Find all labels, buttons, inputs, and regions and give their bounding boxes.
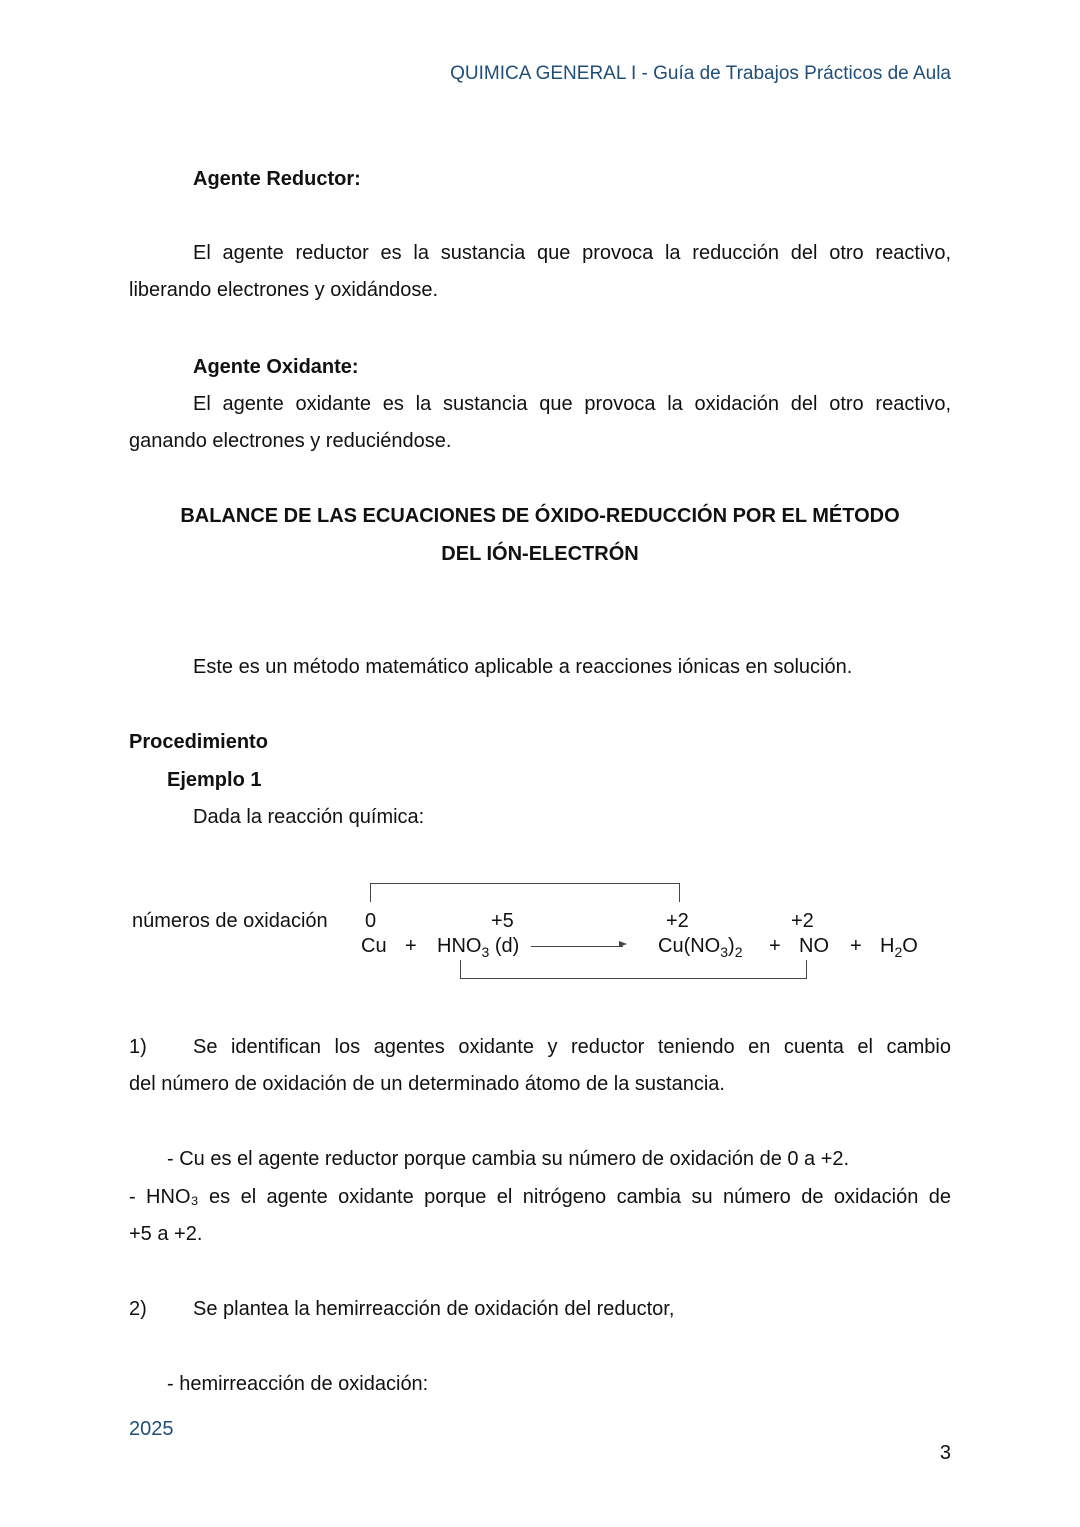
reduction-bracket-bottom <box>460 978 807 979</box>
reductor-heading: Agente Reductor: <box>193 168 361 190</box>
ox-number-cu: 0 <box>365 910 377 932</box>
species-h2o: $H_2O$ <box>880 935 918 960</box>
reaction-arrow-line <box>531 946 623 947</box>
page-header: QUIMICA GENERAL I - Guía de Trabajos Prácticos de Aula <box>450 63 951 84</box>
species-cuno32: $Cu(NO_3)_2$ <box>658 935 743 960</box>
step2-number: 2) <box>129 1298 147 1320</box>
reductor-paragraph: El agente reductor es la sustancia que provoca la reducción del otro reactivo, liberando electrones y oxidándose. <box>129 242 951 301</box>
species-cu: Cu <box>361 935 387 957</box>
step1-text-cont: del número de oxidación de un determinado átomo de la sustancia. <box>129 1073 725 1095</box>
bullet-cu: - Cu es el agente reductor porque cambia su número de oxidación de 0 a +2. <box>167 1148 850 1170</box>
oxidante-paragraph: El agente oxidante es la sustancia que provoca la oxidación del otro reactivo, ganando electrones y reduciéndose. <box>129 393 951 452</box>
step2-text: Se plantea la hemirreacción de oxidación del reductor, <box>193 1298 675 1320</box>
plus-sign: + <box>769 935 781 957</box>
ox-number-cu-product: +2 <box>666 910 689 932</box>
reduction-bracket-left <box>460 960 461 979</box>
ejemplo-heading: Ejemplo 1 <box>167 769 262 791</box>
method-text: Este es un método matemático aplicable a reacciones iónicas en solución. <box>193 656 853 678</box>
plus-sign: + <box>850 935 862 957</box>
hemirreaccion-label: - hemirreacción de oxidación: <box>167 1373 429 1395</box>
species-hno3: $HNO_3$ (d) <box>437 935 520 960</box>
step1-number: 1) <box>129 1036 147 1058</box>
oxidante-heading: Agente Oxidante: <box>193 356 359 378</box>
bullet-hno3-cont: +5 a +2. <box>129 1223 203 1245</box>
balance-title-line1: BALANCE DE LAS ECUACIONES DE ÓXIDO-REDUCCIÓN POR EL MÉTODO <box>180 505 900 527</box>
page-number: 3 <box>939 1442 951 1464</box>
dada-text: Dada la reacción química: <box>193 806 425 828</box>
balance-title <box>129 497 951 573</box>
oxidation-bracket-top <box>370 883 680 884</box>
bullet-hno3: - HNO₃ es el agente oxidante porque el nitrógeno cambia su número de oxidación de <box>129 1186 951 1208</box>
ox-number-n-product: +2 <box>791 910 814 932</box>
oxidation-numbers-label: números de oxidación <box>132 910 328 932</box>
species-no: NO <box>799 935 829 957</box>
plus-sign: + <box>405 935 417 957</box>
procedimiento-heading: Procedimiento <box>129 731 268 753</box>
step1-text: Se identifican los agentes oxidante y reductor teniendo en cuenta el cambio <box>193 1036 951 1058</box>
oxidation-bracket-right <box>679 883 680 902</box>
ox-number-n-reactant: +5 <box>491 910 514 932</box>
reduction-bracket-right <box>806 960 807 979</box>
balance-title-line2: DEL IÓN-ELECTRÓN <box>441 543 639 565</box>
footer-year: 2025 <box>129 1418 174 1440</box>
oxidation-bracket-left <box>370 883 371 902</box>
reaction-arrow-icon <box>619 941 627 947</box>
